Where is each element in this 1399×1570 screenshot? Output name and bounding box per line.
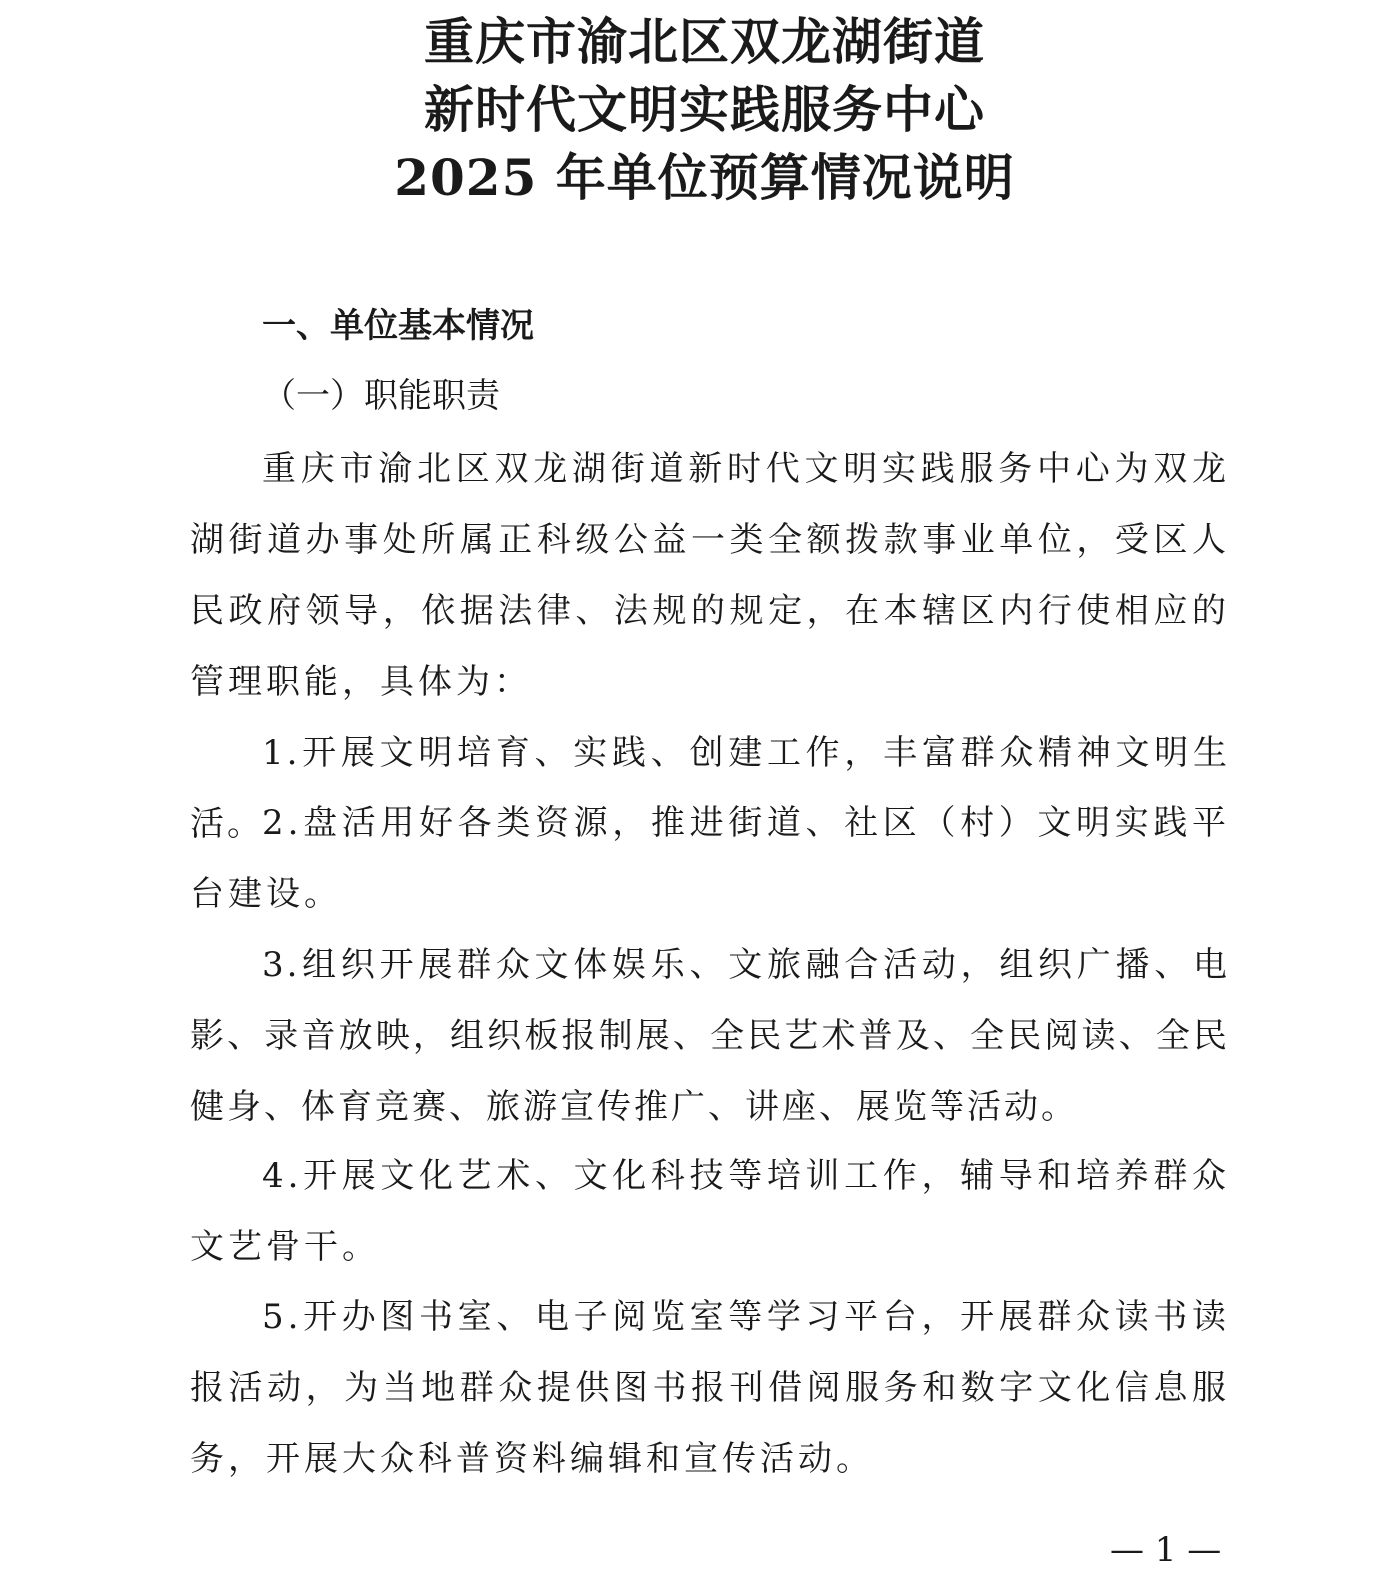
page-number: — 1 — <box>1110 1530 1222 1570</box>
title-line-1: 重庆市渝北区双龙湖街道 <box>424 12 985 71</box>
title-line-3: 2025 年单位预算情况说明 <box>394 148 1015 207</box>
duty-item-4 <box>190 1141 1230 1283</box>
duty-item-5 <box>190 1282 1230 1495</box>
intro-paragraph <box>190 434 1230 718</box>
duty-item-3 <box>190 930 1230 1143</box>
paragraph-text: 重庆市渝北区双龙湖街道新时代文明实践服务中心为双龙湖街道办事处所属正科级公益一类全额拨款事业单位，受区人民政府领导，依据法律、法规的规定，在本辖区内行使相应的管理职能，具体为： <box>190 449 1230 702</box>
title-line-2: 新时代文明实践服务中心 <box>424 80 985 139</box>
paragraph-text: 4.开展文化艺术、文化科技等培训工作，辅导和培养群众文艺骨干。 <box>190 1156 1230 1267</box>
paragraph-text: 5.开办图书室、电子阅览室等学习平台，开展群众读书读报活动，为当地群众提供图书报刊借阅服务和数字文化信息服务，开展大众科普资料编辑和宣传活动。 <box>190 1297 1230 1479</box>
paragraph-text: 3.组织开展群众文体娱乐、文旅融合活动，组织广播、电影、录音放映，组织板报制展、全民艺术普及、全民阅读、全民健身、体育竞赛、旅游宣传推广、讲座、展览等活动。 <box>190 945 1230 1127</box>
paragraph-text: 2.盘活用好各类资源，推进街道、社区（村）文明实践平台建设。 <box>190 803 1230 914</box>
section-heading-basic-info: 一、单位基本情况 <box>262 306 534 346</box>
duty-item-2 <box>190 788 1230 930</box>
paragraph-text: 1.开展文明培育、实践、创建工作，丰富群众精神文明生活。 <box>190 733 1230 844</box>
subsection-heading-duties: （一）职能职责 <box>262 376 500 416</box>
document-title <box>0 8 1399 212</box>
